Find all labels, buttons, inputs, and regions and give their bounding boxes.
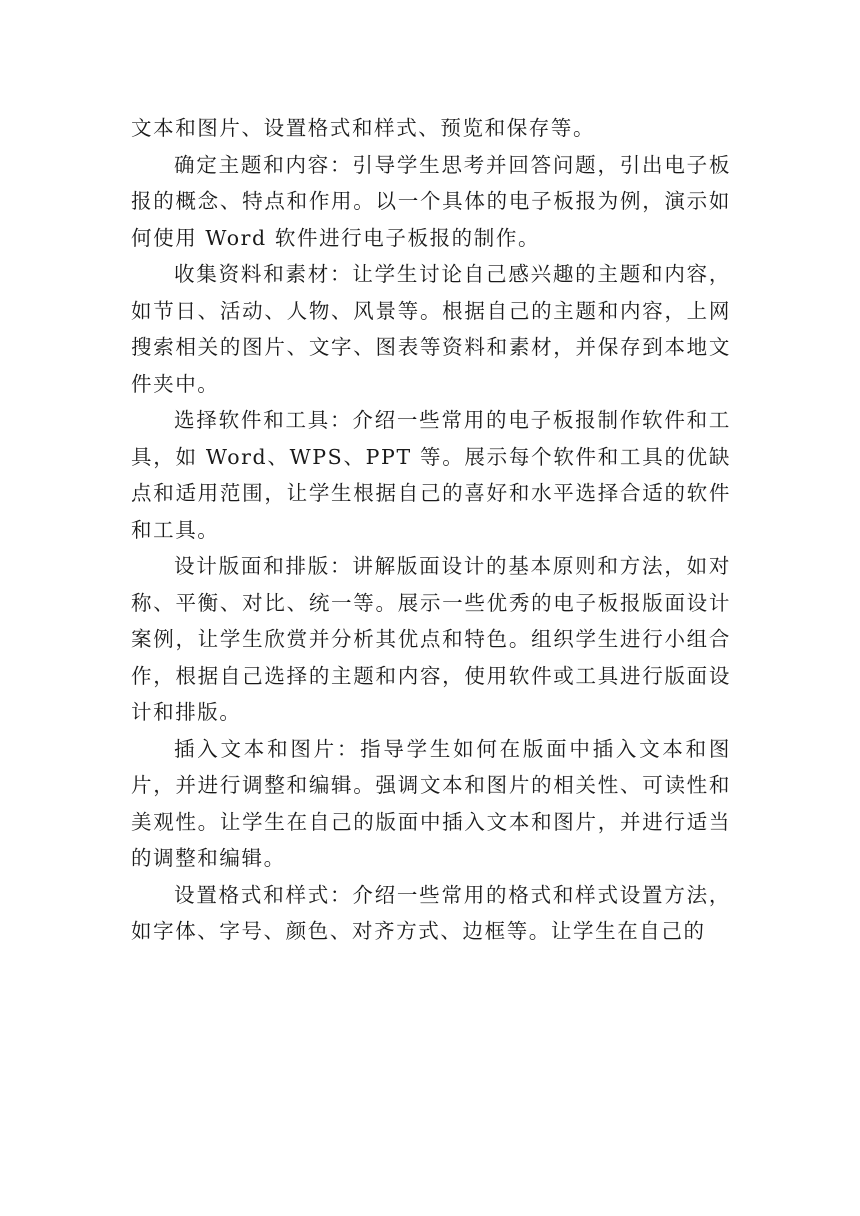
paragraph-continued: 文本和图片、设置格式和样式、预览和保存等。 (131, 116, 596, 140)
paragraph-collect-materials: 收集资料和素材：让学生讨论自己感兴趣的主题和内容，如节日、活动、人物、风景等。根据自己的主题和内容，上网搜索相关的图片、文字、图表等资料和素材，并保存到本地文件夹中。 (131, 262, 731, 396)
paragraph-determine-topic: 确定主题和内容：引导学生思考并回答问题，引出电子板报的概念、特点和作用。以一个具体的电子板报为例，演示如何使用 Word 软件进行电子板报的制作。 (131, 152, 731, 250)
paragraph-insert-text-images: 插入文本和图片：指导学生如何在版面中插入文本和图片，并进行调整和编辑。强调文本和图片的相关性、可读性和美观性。让学生在自己的版面中插入文本和图片，并进行适当的调整和编辑。 (131, 736, 731, 870)
paragraph-layout-design: 设计版面和排版：讲解版面设计的基本原则和方法，如对称、平衡、对比、统一等。展示一些优秀的电子板报版面设计案例，让学生欣赏并分析其优点和特色。组织学生进行小组合作，根据自己选择的主题和内容，使用软件或工具进行版面设计和排版。 (131, 554, 731, 724)
paragraph-set-format-style: 设置格式和样式：介绍一些常用的格式和样式设置方法，如字体、字号、颜色、对齐方式、边框等。让学生在自己的 (131, 882, 731, 943)
document-body (131, 110, 731, 950)
paragraph-choose-software: 选择软件和工具：介绍一些常用的电子板报制作软件和工具，如 Word、WPS、PPT 等。展示每个软件和工具的优缺点和适用范围，让学生根据自己的喜好和水平选择合适的软件和工具。 (131, 408, 731, 542)
